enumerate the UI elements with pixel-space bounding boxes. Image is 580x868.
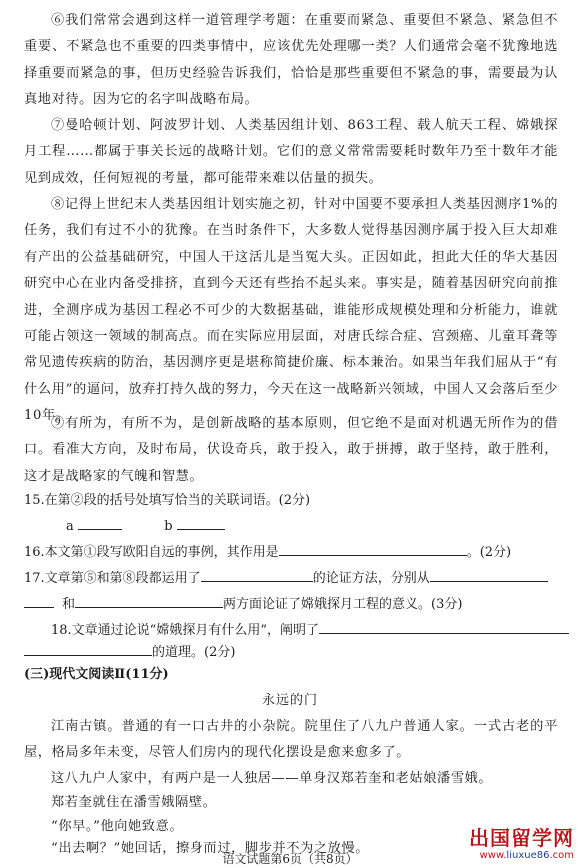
site-watermark-logo [424, 826, 574, 864]
question-17-line2 [24, 592, 564, 618]
question-18-text: 18.文章通过论说“嫦娥探月有什么用”，阐明了 [51, 623, 319, 638]
question-18-score: 的道理。(2分) [152, 645, 236, 660]
story-paragraph-3: 郑若奎就住在潘雪娥隔壁。 [51, 795, 217, 810]
blank-b-label: b [164, 519, 173, 534]
paragraph-8: ⑧记得上世纪末人类基因组计划实施之初，针对中国要不要承担人类基因测序1%的任务，我们有过不小的犹豫。在当时条件下，大多数人觉得基因测序属于投入巨大却难有产出的公益基础研究，中国人干这活儿是当冤大头。正因如此，担此大任的华大基因研究中心在业内备受排挤，直到今天还有些抬不起头来。事实是，随着基因研究向前推进，全测序成为基因工程必不可少的大数据基础，谁能形成规模处理和分析能力，谁就可能占领这一领域的制高点。而在实际应用层面，对唐氏综合症、宫颈癌、儿童耳聋等常见遗传疾病的防治，基因测序更是堪称简捷价廉、标本兼治。如果当年我们屈从于“有什么用”的逼问，放弃打持久战的努力，今天在这一战略新兴领域，中国人又会落后至少10年。 [24, 197, 558, 424]
paragraph-6: ⑥我们常常会遇到这样一道管理学考题：在重要而紧急、重要但不紧急、紧急但不重要、不紧急也不重要的四类事情中，应该优先处理哪一类？人们通常会毫不犹豫地选择重要而紧急的事，但历史经验告诉我们，恰恰是那些重要但不紧急的事，需要最为认真地对待。因为它的名字叫战略布局。 [24, 13, 558, 108]
question-16-score: 。(2分) [466, 545, 512, 560]
answer-18-blank-cont[interactable] [24, 641, 152, 656]
question-16 [24, 540, 564, 566]
question-16-text: 16.本文第①段写欧阳自远的事例，其作用是 [24, 545, 279, 560]
story-paragraph-1: 江南古镇。普通的有一口古井的小杂院。院里住了八九户普通人家。一式古老的平屋，格局多年未变，尽管人们房内的现代化摆设是愈来愈多了。 [24, 719, 558, 761]
story-title: 永远的门 [261, 693, 318, 708]
answer-17-blank-aspect1[interactable] [430, 567, 548, 582]
paragraph-7: ⑦曼哈顿计划、阿波罗计划、人类基因组计划、863工程、载人航天工程、嫦娥探月工程……都属于事关长远的战略计划。它们的意义常常需要耗时数年乃至十数年才能见到成效，任何短视的考量，都可能带来难以估量的损失。 [24, 118, 558, 186]
answer-17-blank-aspect1-cont[interactable] [24, 593, 54, 608]
answer-18-blank[interactable] [319, 619, 569, 634]
question-17-and: 和 [62, 597, 76, 612]
question-17-line1 [24, 566, 564, 592]
question-17-score: 两方面论证了嫦娥探月工程的意义。(3分) [223, 597, 463, 612]
story-paragraph-4: “你早。”他向她致意。 [51, 819, 184, 834]
story-paragraph-2: 这八九户人家中，有两户是一人独居——单身汉郑若奎和老姑娘潘雪娥。 [51, 771, 493, 786]
page-footer: 语文试题第6页（共8页） [222, 852, 358, 866]
story-paragraph-5: “出去啊？”她回话，擦身而过，脚步并不为之放慢。 [51, 841, 370, 856]
paragraph-9: ⑨有所为，有所不为，是创新战略的基本原则，但它绝不是面对机遇无所作为的借口。看准大方向，及时布局，伏设奇兵，敢于投入，敢于拼搏，敢于坚持，敢于胜利，这才是战略家的气魄和智慧。 [24, 416, 558, 484]
question-15: 15.在第②段的括号处填写恰当的关联词语。(2分) [24, 493, 311, 508]
question-17-text: 17.文章第⑤和第⑧段都运用了 [24, 571, 201, 586]
answer-16-blank[interactable] [279, 541, 467, 556]
answer-17-blank-aspect2[interactable] [75, 593, 223, 608]
watermark-site-name: 出国留学网 [469, 826, 574, 850]
section-heading: (三)现代文阅读Ⅱ(11分) [24, 667, 169, 682]
blank-b[interactable] [177, 515, 225, 530]
question-17-mid: 的论证方法，分别从 [312, 571, 430, 586]
answer-17-blank-method[interactable] [201, 567, 313, 582]
blank-a[interactable] [78, 515, 122, 530]
blank-a-label: a [66, 519, 74, 534]
question-15-blanks [66, 514, 580, 540]
watermark-url: www.liuxue86.com [479, 850, 574, 861]
